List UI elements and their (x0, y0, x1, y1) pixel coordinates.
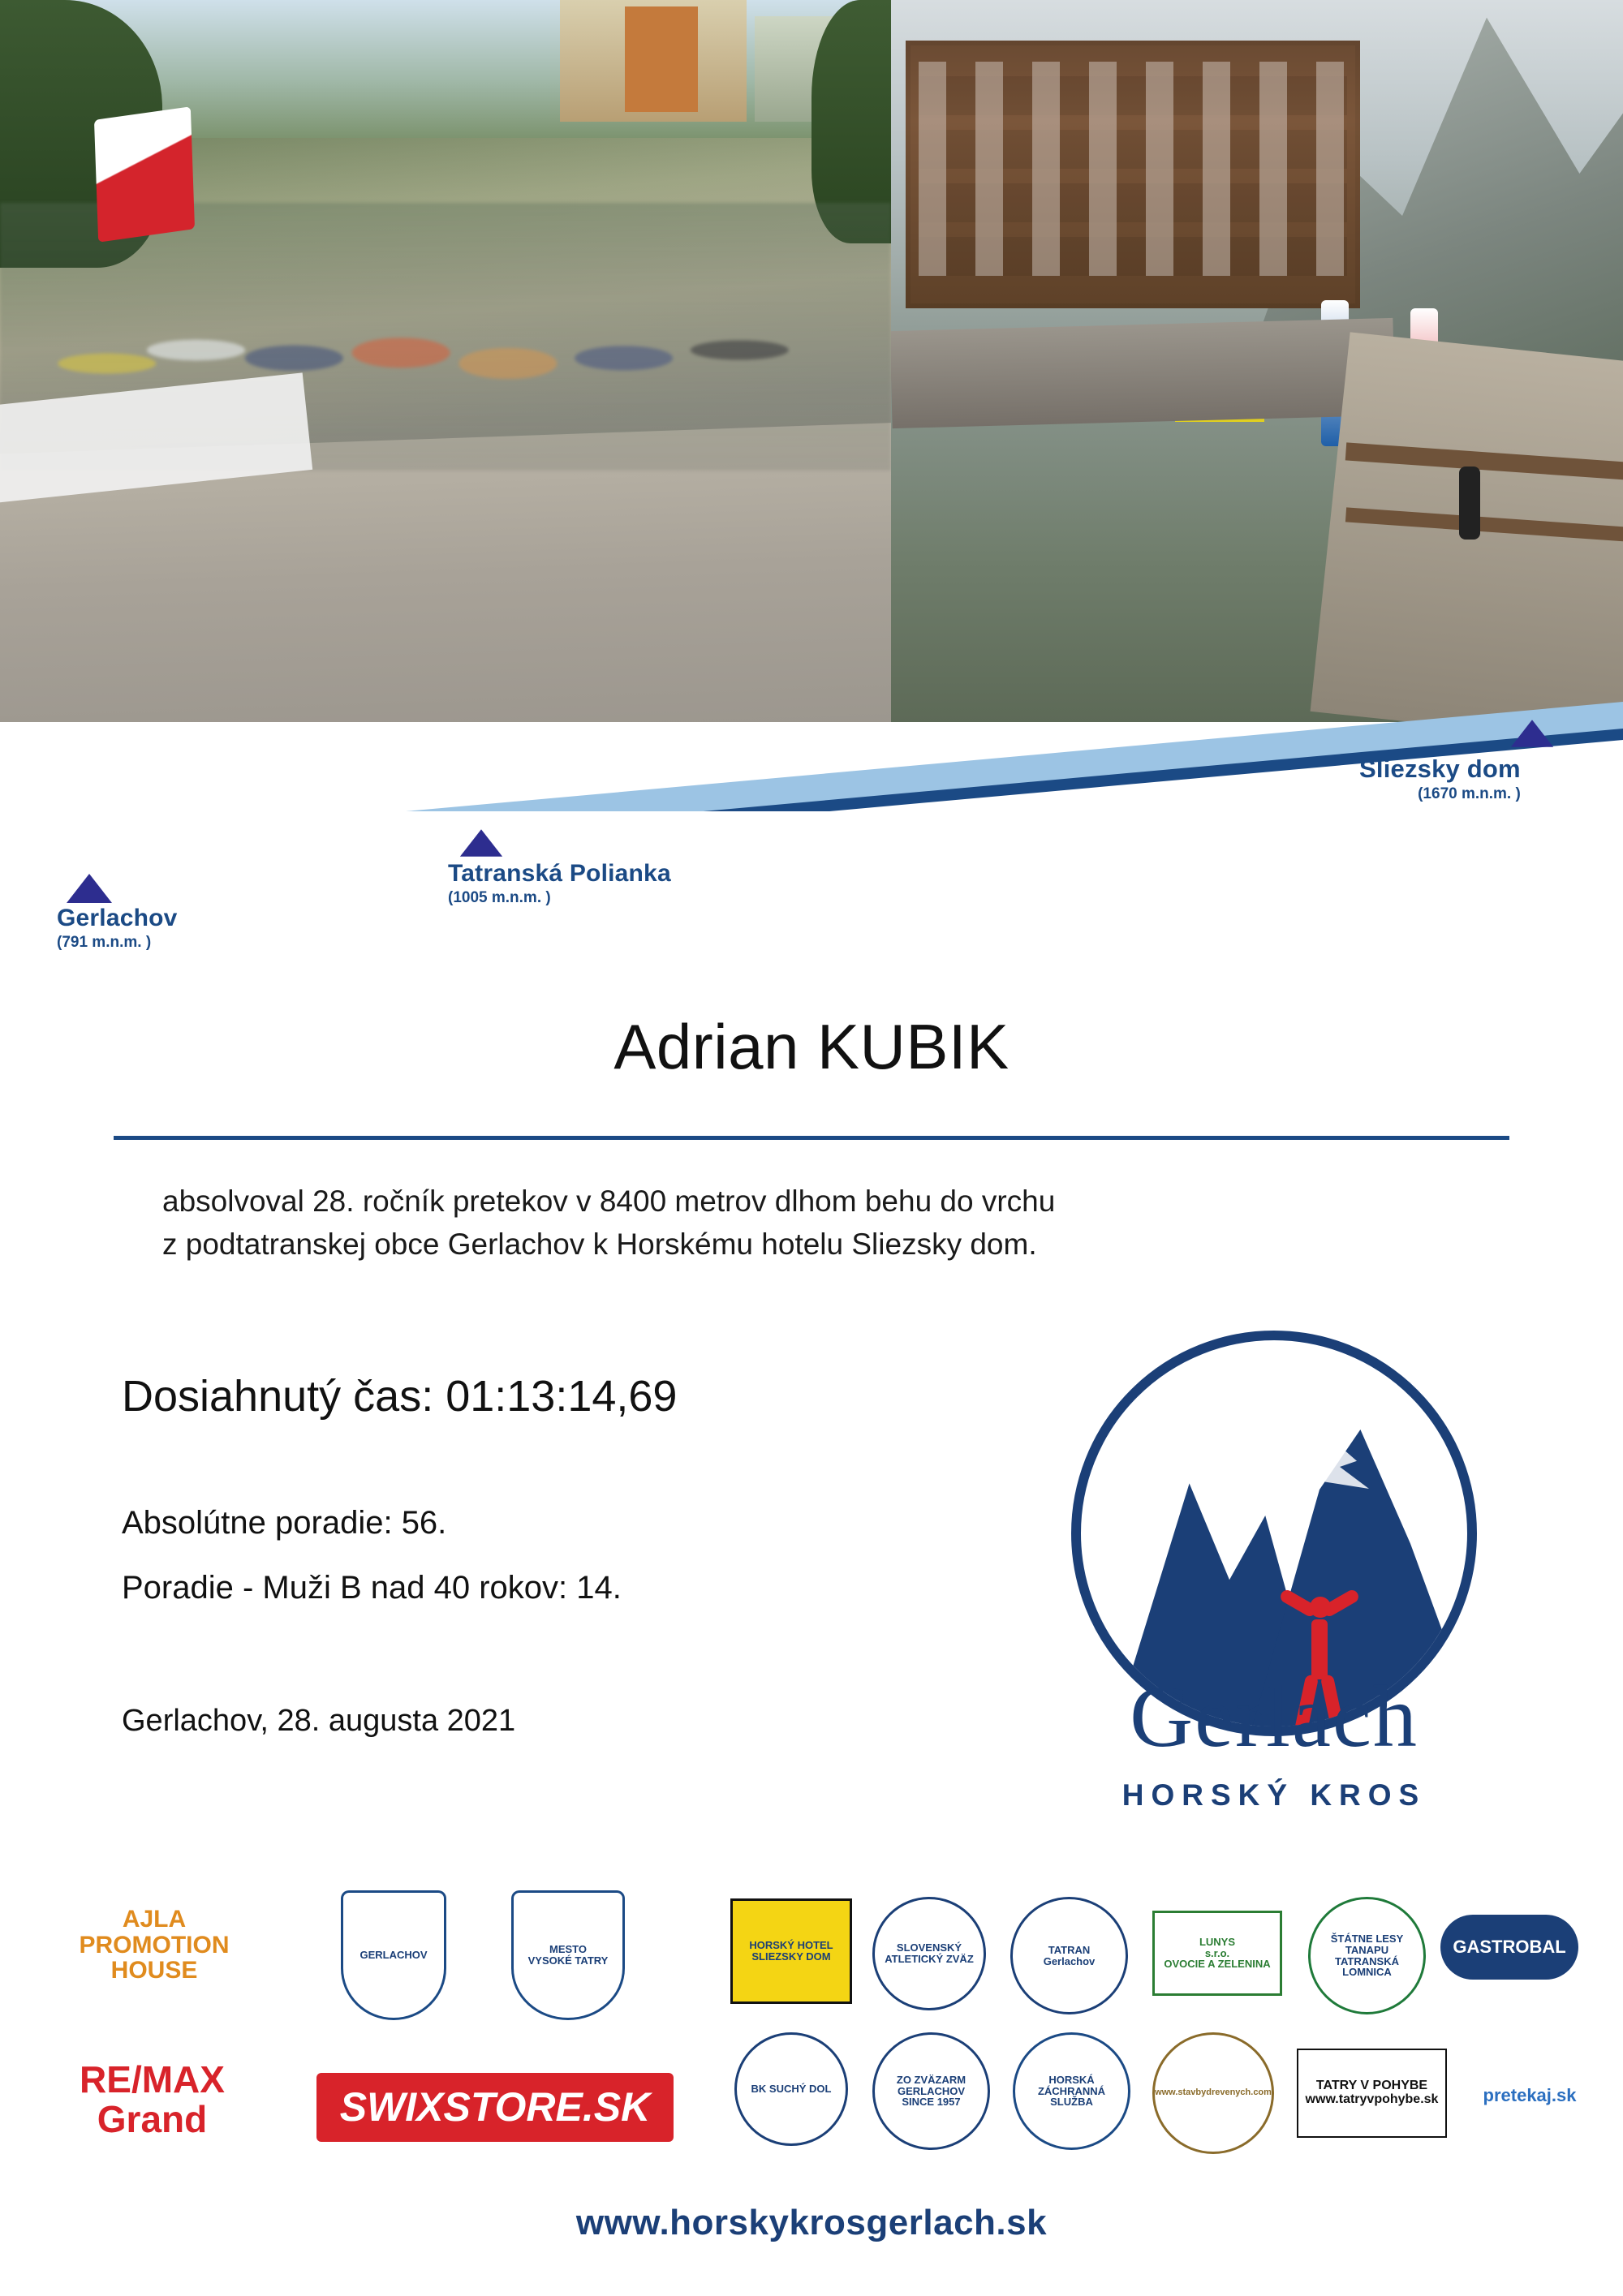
sponsor-label: www.stavbydrevenych.com (1155, 2087, 1272, 2098)
sponsor-label: TATRAN Gerlachov (1043, 1943, 1096, 1967)
sponsor-logo-stavby-drevenych[interactable] (1152, 2032, 1274, 2154)
sponsor-logo-remax-grand[interactable] (45, 2049, 260, 2150)
photo-hotel-windows (919, 62, 1347, 276)
sponsor-label: TATRY V POHYBE www.tatryvpohybe.sk (1305, 2079, 1439, 2106)
place-and-date: Gerlachov, 28. augusta 2021 (122, 1704, 516, 1738)
sponsor-label: RE/MAX Grand (80, 2058, 225, 2140)
sponsor-label: ŠTÁTNE LESY TANAPU TATRANSKÁ LOMNICA (1330, 1933, 1404, 1979)
photo-sponsor-flag (94, 106, 195, 242)
sponsor-label: ZO ZVÄZARM GERLACHOV SINCE 1957 (896, 2074, 966, 2109)
gerlach-logo (1039, 1331, 1509, 1817)
peak-marker-polianka-icon (458, 828, 504, 858)
race-description (162, 1180, 1493, 1266)
sponsor-logo-pretekaj[interactable] (1473, 2057, 1586, 2134)
athlete-name: Adrian KUBIK (613, 1011, 1010, 1082)
sponsor-label: GERLACHOV (359, 1949, 428, 1962)
peak-marker-gerlachov-icon (65, 872, 114, 905)
photo-single-runner (1459, 467, 1480, 540)
peak-name: Tatranská Polianka (448, 860, 671, 887)
sponsor-logo-zo-zvazarm-gerlachov[interactable] (872, 2032, 990, 2150)
sponsor-logo-horska-zachranna-sluzba[interactable] (1013, 2032, 1130, 2150)
sponsor-label: MESTO VYSOKÉ TATRY (527, 1943, 609, 1967)
sponsor-label: SLOVENSKÝ ATLETICKÝ ZVÄZ (885, 1941, 974, 1965)
peak-altitude: (791 m.n.m. ) (57, 934, 152, 951)
peak-altitude: (1005 m.n.m. ) (448, 889, 551, 906)
sponsor-label: HORSKÝ HOTEL SLIEZSKY DOM (749, 1939, 833, 1963)
race-description-line2: z podtatranskej obce Gerlachov k Horskému hotelu Sliezsky dom. (162, 1227, 1037, 1261)
divider (114, 1136, 1509, 1140)
peak-label-gerlachov (57, 905, 178, 952)
sponsor-logo-gastrobal[interactable] (1440, 1915, 1578, 1980)
finish-time: Dosiahnutý čas: 01:13:14,69 (122, 1372, 678, 1421)
sliezsky-dom-hotel-photo (891, 0, 1623, 722)
sponsor-logo-gerlachov-obec[interactable] (341, 1890, 446, 2020)
logo-subtitle: HORSKÝ KROS (1121, 1778, 1427, 1812)
peak-marker-sliezsky-icon (1509, 718, 1555, 749)
peak-label-sliezsky (1359, 755, 1521, 803)
rank-absolute: Absolútne poradie: 56. (122, 1505, 447, 1541)
peak-name: Gerlachov (57, 905, 178, 931)
sponsor-label: GASTROBAL (1453, 1937, 1566, 1958)
sponsor-logo-bk-sulov[interactable] (734, 2032, 848, 2146)
sponsor-logo-swixstore[interactable] (316, 2073, 674, 2142)
peak-label-polianka (448, 860, 671, 907)
sponsor-strip (0, 1890, 1623, 2215)
sponsor-logo-tatran-gerlachov[interactable] (1010, 1897, 1128, 2014)
photo-hotel-building (906, 41, 1360, 308)
photo-stone-wall (891, 318, 1395, 428)
peak-altitude: (1670 m.n.m. ) (1418, 785, 1521, 802)
sponsor-label: SWIXSTORE.SK (339, 2084, 651, 2130)
sponsor-logo-mesto-vysoke-tatry[interactable] (511, 1890, 625, 2020)
runners-start-photo (0, 0, 891, 722)
sponsor-logo-statne-lesy-tanap[interactable] (1308, 1897, 1426, 2014)
sponsor-label: AJLA PROMOTION HOUSE (79, 1906, 230, 1984)
sponsor-label: HORSKÁ ZÁCHRANNÁ SLUŽBA (1037, 2074, 1106, 2109)
website-url[interactable]: www.horskykrosgerlach.sk (575, 2203, 1048, 2242)
sponsor-logo-lunys[interactable] (1152, 1911, 1282, 1996)
sponsor-logo-ajla[interactable] (49, 1898, 260, 1992)
rank-category: Poradie - Muži B nad 40 rokov: 14. (122, 1570, 622, 1606)
photo-banner (0, 0, 1623, 811)
sponsor-logo-tatry-v-pohybe[interactable] (1297, 2049, 1447, 2138)
logo-wordmark: Gerlach (1130, 1669, 1419, 1765)
sponsor-label: BK SUCHÝ DOL (751, 2083, 832, 2096)
sponsor-logo-slovensky-atleticky-zvaz[interactable] (872, 1897, 986, 2010)
sponsor-label: pretekaj.sk (1483, 2084, 1577, 2105)
sponsor-logo-horsky-hotel-sliezsky-dom[interactable] (730, 1898, 852, 2004)
race-description-line1: absolvoval 28. ročník pretekov v 8400 metrov dlhom behu do vrchu (162, 1185, 1056, 1218)
peak-name: Sliezsky dom (1359, 755, 1521, 783)
sponsor-label: LUNYS s.r.o. OVOCIE A ZELENINA (1164, 1936, 1271, 1971)
photo-building (625, 6, 698, 112)
